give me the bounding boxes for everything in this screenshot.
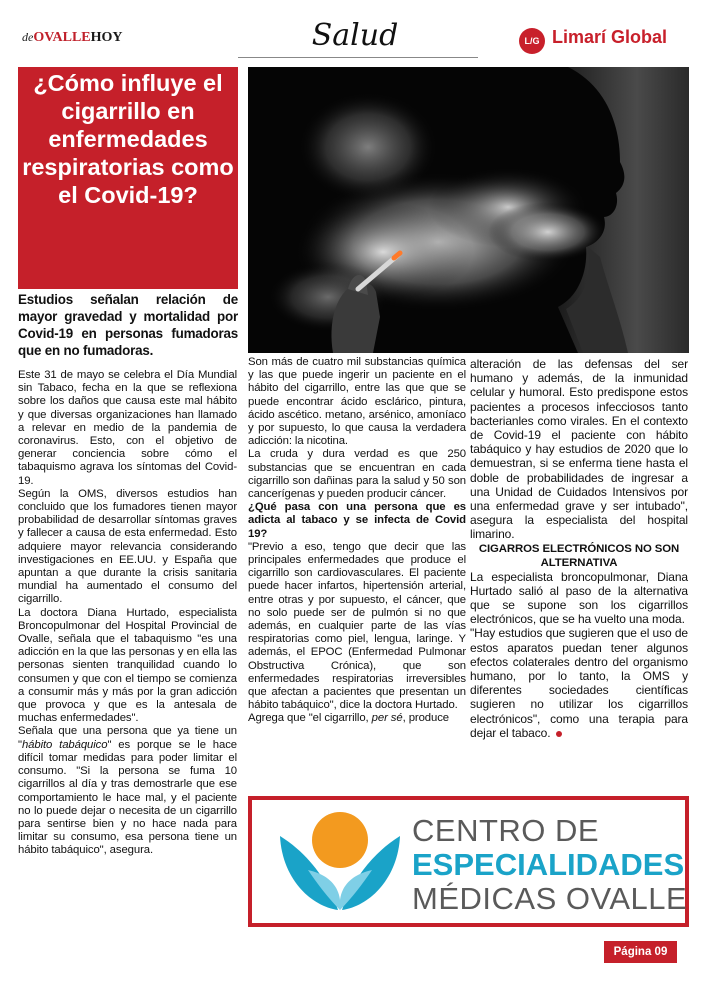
clinic-name-line3: MÉDICAS OVALLE — [412, 881, 688, 916]
question-heading: ¿Qué pasa con una persona que es adicta al tabaco y se infecta de Covid 19? — [248, 501, 466, 540]
clinic-name — [412, 814, 692, 916]
clinic-name-line1: CENTRO DE — [412, 813, 600, 848]
smoker-photo — [248, 67, 689, 353]
paragraph: La doctora Diana Hurtado, especialista Broncopulmonar del Hospital Provincial de Ovalle, señala que el tabaquismo "es una adicción en la que las personas y en ella las personas sienten tranquilidad cuando lo consumen y que con el tiempo se comienza a consumir más y más por la gran adicción que provoca y que es la antesala de muchas enfermedades". — [18, 606, 237, 725]
article-column-3 — [470, 357, 688, 740]
end-mark-dot — [556, 731, 562, 737]
headline-box — [18, 67, 238, 289]
paragraph: "Hay estudios que sugieren que el uso de estos aparatos puedan tener algunos efectos colaterales dentro del organismo humano, por lo tanto, la OMS y diferentes sociedades científicas sugieren no utilizar los cigarrillos electrónicos", como una terapia para dejar el tabaco. — [470, 626, 688, 740]
clinic-name-line2: ESPECIALIDADES — [412, 847, 685, 882]
paragraph: La cruda y dura verdad es que 250 substancias que se encuentran en cada cigarrillo son dañinas para la salud y 50 son cancerígenas y pueden producir cáncer. — [248, 448, 466, 501]
paragraph: Son más de cuatro mil substancias química y las que puede ingerir un paciente en el hábito del cigarrillo, entre las que que se puede encontrar ácido esclárico, pintura, ácido ascético. metano, arsénico, amoníaco y por supuesto, lo que causa la verdadera adicción: la nicotina. — [248, 356, 466, 448]
headline: ¿Cómo influye el cigarrillo en enfermedades respiratorias como el Covid-19? — [22, 70, 234, 208]
section-title: Salud — [311, 18, 399, 53]
section-underline — [238, 57, 478, 58]
limari-global-badge: L/G — [519, 28, 545, 54]
brand-name: Limarí Global — [552, 27, 668, 47]
paragraph: "Previo a eso, tengo que decir que las principales enfermedades que produce el cigarrillo son cardiovasculares. El paciente puede hacer infartos, hipertensión arterial, entre otras y por supuesto, el cáncer, que no solo puede ser de pulmón si no que además, en cualquier parte de las vías respiratorias como piel, lengua, laringe. Y además, el EPOC (Enfermedad Pulmonar Obstructiva Crónica), que son enfermedades respiratorias irreversibles que afectan a pacientes que presentan un hábito tabáquico", dice la doctora Hurtado. — [248, 540, 466, 712]
clinic-advertisement[interactable] — [248, 796, 689, 927]
smoker-illustration — [248, 67, 689, 353]
paragraph: Señala que una persona que ya tiene un "hábito tabáquico" es porque se le hace difícil tomar medidas para poder limitar el consumo. "Si la persona se fuma 10 cigarrillos al día y tras demostrarle que ese comportamiento le hace mal, y el paciente no lo puede dejar o necesita de un cigarrillo para sentirse bien y no hace nada para limitar su consumo, esa persona tiene un hábito tabáquico", asegura. — [18, 725, 238, 857]
paragraph: La especialista broncopulmonar, Diana Hurtado salió al paso de la alternativa que se supone son los cigarrillos electrónicos, que se ha vuelto una moda. — [470, 569, 688, 627]
lotus-logo-icon — [260, 806, 410, 924]
subheadline: Estudios señalan relación de mayor gravedad y mortalidad por Covid-19 en personas fumadoras que en no fumadoras. — [18, 292, 238, 358]
article-column-2 — [248, 356, 466, 726]
article-column-1 — [18, 369, 237, 858]
paragraph: Este 31 de mayo se celebra el Día Mundial sin Tabaco, fecha en la que se reflexiona sobre los daños que causa este mal hábito y que diversas organizaciones han llamado a relevar en medio de la pandemia de coronavirus. Esto, con el objetivo de generar conciencia sobre cómo el tabaquismo agrava los síntomas del Covid-19. — [18, 369, 237, 487]
paragraph: Según la OMS, diversos estudios han concluido que los fumadores tienen mayor probabilidad de desarrollar síntomas graves y fallecer a causa de esta enfermedad. Esto adquiere mayor relevancia considerando investigaciones en EE.UU. y España que apuntan a que durante la crisis sanitaria mundial ha aumentado el consumo del cigarrillo. — [18, 487, 237, 606]
ovalle-hoy-logo: deOVALLEHOY — [22, 30, 123, 45]
paragraph: alteración de las defensas del ser humano y además, de la inmunidad celular y humoral. Esto predispone estos pacientes a procesos infecciosos tanto bacterianles como virales. En el contexto de Covid-19 el paciente con hábito tabáquico y hay estudios de 2020 que lo demuestran, si se enferma tiene hasta el doble de probabilidades de ingresar a una Unidad de Cuidados Intensivos por una enfermedad grave y ser intubado", asegura la especialista del hospital limarino. — [470, 357, 688, 542]
section-subhead: CIGARROS ELECTRÓNICOS NO SON ALTERNATIVA — [478, 542, 680, 569]
paragraph: Agrega que "el cigarrillo, per sé, produce — [248, 712, 449, 725]
page-number: Página 09 — [604, 941, 677, 963]
